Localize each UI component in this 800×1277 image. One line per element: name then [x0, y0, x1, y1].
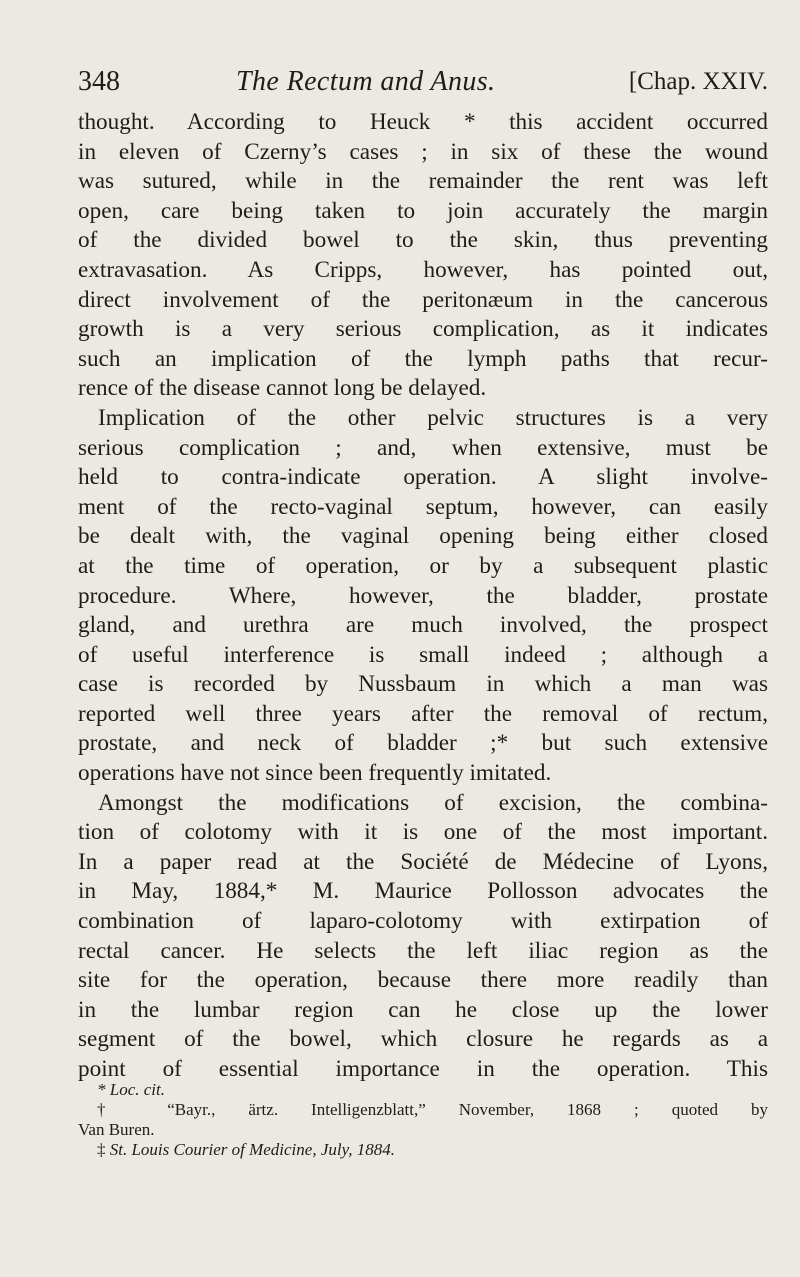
- text-line: be dealt with, the vaginal opening being either closed: [78, 523, 768, 550]
- text-line: prostate, and neck of bladder ;* but such extensive: [78, 730, 768, 757]
- text-line: at the time of operation, or by a subsequent plastic: [78, 552, 768, 579]
- text-line: gland, and urethra are much involved, the prospect: [78, 612, 768, 639]
- text-line: In a paper read at the Société de Médecine of Lyons,: [78, 848, 768, 875]
- footnote: † “Bayr., ärtz. Intelligenzblatt,” November, 1868 ; quoted by: [97, 1100, 768, 1119]
- page-number: 348: [78, 66, 120, 97]
- text-line: rectal cancer. He selects the left iliac region as the: [78, 937, 768, 964]
- text-line: Implication of the other pelvic structures is a very: [98, 404, 768, 431]
- footnote-text: St. Louis Courier of Medicine, July, 1884.: [109, 1140, 395, 1159]
- footnote: [78, 1140, 768, 1160]
- text-line: point of essential importance in the operation. This: [78, 1056, 768, 1082]
- text-line: open, care being taken to join accurately the margin: [78, 197, 768, 224]
- text-line: serious complication ; and, when extensive, must be: [78, 434, 768, 461]
- text-line: reported well three years after the removal of rectum,: [78, 700, 768, 727]
- text-line: rence of the disease cannot long be delayed.: [78, 375, 487, 402]
- text-line: ment of the recto-vaginal septum, however, can easily: [78, 493, 768, 520]
- footnote-mark: ‡: [97, 1140, 106, 1159]
- running-head: [78, 62, 768, 102]
- text-line: site for the operation, because there more readily than: [78, 967, 768, 994]
- text-line: combination of laparo-colotomy with extirpation of: [78, 908, 768, 935]
- text-line: segment of the bowel, which closure he regards as a: [78, 1026, 768, 1053]
- body-text: [78, 108, 768, 1085]
- text-line: extravasation. As Cripps, however, has pointed out,: [78, 256, 768, 283]
- footnote: * Loc. cit.: [97, 1080, 165, 1099]
- text-line: of the divided bowel to the skin, thus preventing: [78, 227, 768, 254]
- text-line: thought. According to Heuck * this accident occurred: [78, 109, 768, 135]
- text-line: in eleven of Czerny’s cases ; in six of these the wound: [78, 138, 768, 165]
- book-title: The Rectum and Anus.: [236, 66, 496, 97]
- text-line: operations have not since been frequently imitated.: [78, 760, 552, 787]
- text-line: case is recorded by Nussbaum in which a man was: [78, 671, 768, 698]
- text-line: held to contra-indicate operation. A slight involve-: [78, 464, 768, 491]
- chapter-reference: [Chap. XXIV.: [628, 68, 768, 95]
- text-line: tion of colotomy with it is one of the most important.: [78, 819, 768, 846]
- text-line: direct involvement of the peritonæum in the cancerous: [78, 286, 768, 313]
- text-line: such an implication of the lymph paths that recur-: [78, 345, 768, 372]
- text-line: Amongst the modifications of excision, the combina-: [98, 789, 768, 816]
- text-line: procedure. Where, however, the bladder, prostate: [78, 582, 768, 609]
- footnotes: [78, 1080, 768, 1160]
- text-line: growth is a very serious complication, as it indicates: [78, 316, 768, 343]
- text-line: in the lumbar region can he close up the lower: [78, 996, 768, 1023]
- text-line: was sutured, while in the remainder the rent was left: [78, 168, 768, 195]
- footnote-continuation: Van Buren.: [78, 1120, 155, 1139]
- text-line: of useful interference is small indeed ; although a: [78, 641, 768, 668]
- text-line: in May, 1884,* M. Maurice Pollosson advocates the: [78, 878, 768, 905]
